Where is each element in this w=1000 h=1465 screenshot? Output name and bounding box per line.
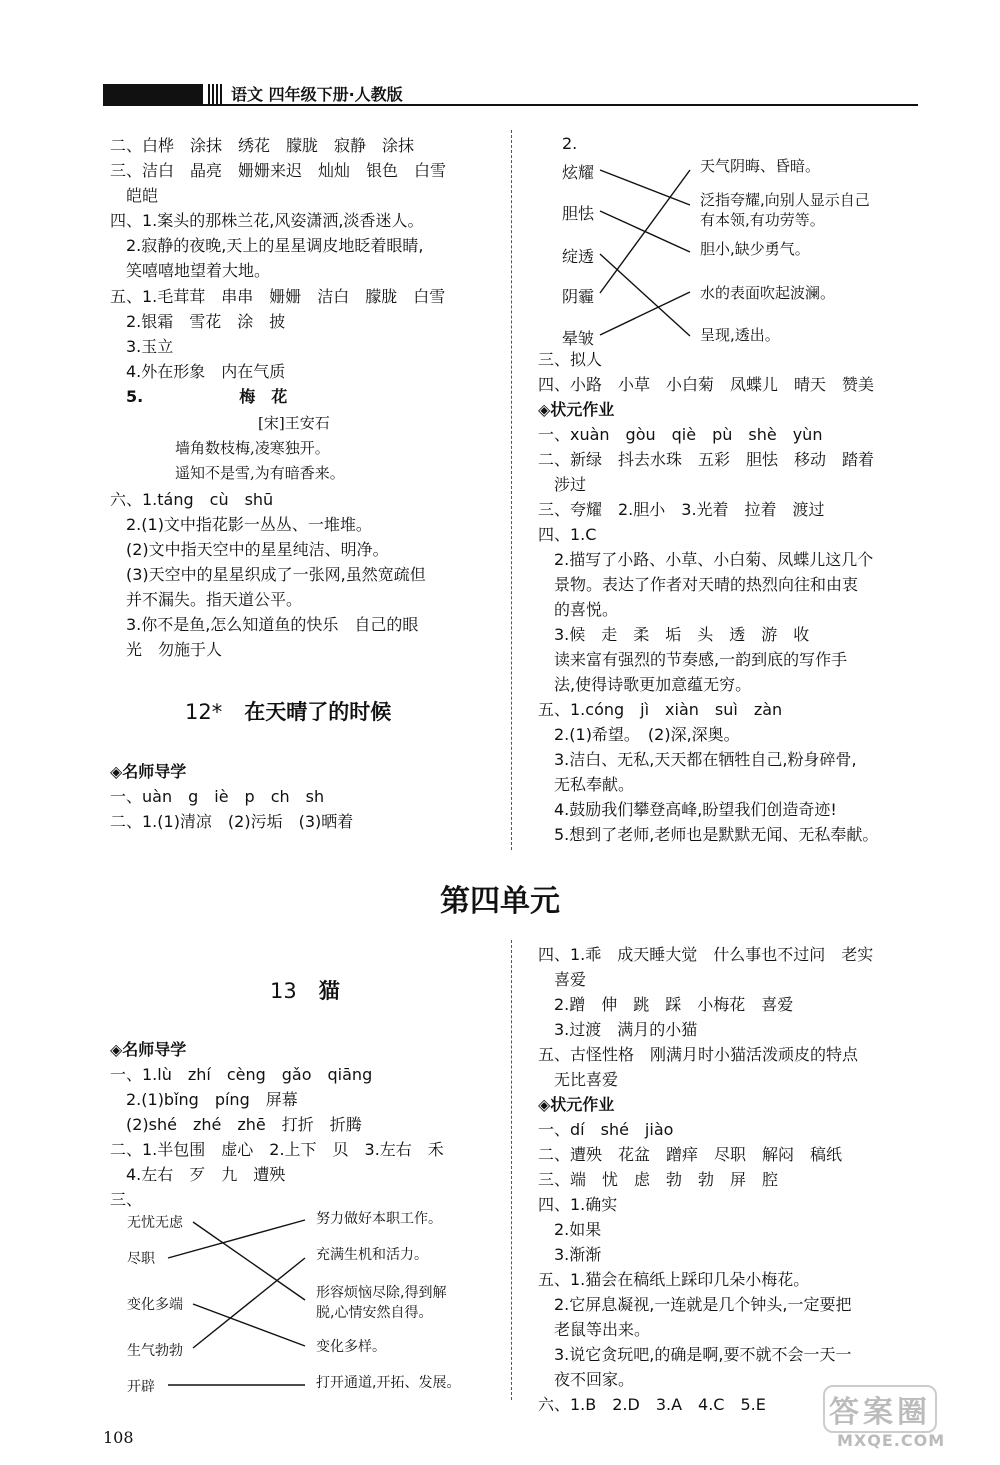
answer-line: 景物。表达了作者对天晴的热烈向往和由衷 (538, 575, 859, 594)
answer-line: 3.渐渐 (538, 1245, 602, 1264)
answer-line: 三、 (110, 1190, 143, 1209)
match-right-item: 形容烦恼尽除,得到解 (316, 1285, 447, 1301)
lesson-title: 猫 (318, 979, 340, 1003)
answer-line: 一、1.lù zhí cèng gǎo qiāng (110, 1065, 373, 1084)
answer-line: 三、拟人 (538, 350, 603, 369)
answer-line: 五、1.毛茸茸 串串 姗姗 洁白 朦胧 白雪 (110, 287, 446, 306)
answer-line: 六、1.B 2.D 3.A 4.C 5.E (538, 1395, 766, 1414)
match-right-item: 变化多样。 (316, 1339, 386, 1355)
match-line (193, 1304, 305, 1346)
answer-line: 3.过渡 满月的小猫 (538, 1020, 698, 1039)
match-left-item: 胆怯 (562, 204, 595, 223)
answer-line: (3)天空中的星星织成了一张网,虽然宽疏但 (110, 565, 426, 584)
match-line (600, 170, 690, 293)
match-left-item: 晕皱 (562, 329, 595, 348)
poem-author: [宋]王安石 (258, 414, 330, 432)
answer-line: 2.(1)bǐng píng 屏幕 (110, 1090, 298, 1109)
section-heading: ◈状元作业 (538, 400, 615, 419)
match-line (193, 1258, 305, 1348)
match-left-item: 变化多端 (127, 1297, 183, 1313)
answer-line: 4.鼓励我们攀登高峰,盼望我们创造奇迹! (538, 800, 837, 819)
watermark-logo (815, 1385, 985, 1455)
answer-line: 2.描写了小路、小草、小白菊、凤蝶儿这几个 (538, 550, 874, 569)
match-left-item: 炫耀 (562, 163, 595, 182)
answer-line: 四、小路 小草 小白菊 凤蝶儿 晴天 赞美 (538, 375, 875, 394)
answer-line: 法,使得诗歌更加意蕴无穷。 (538, 675, 752, 694)
lesson-number: 13 (270, 979, 297, 1003)
answer-line: 四、1.C (538, 525, 597, 544)
match-right-item: 水的表面吹起波澜。 (700, 284, 836, 302)
lesson-number: 12* (185, 700, 223, 724)
match-right-item: 打开通道,开拓、发展。 (316, 1375, 461, 1391)
answer-line: 三、夸耀 2.胆小 3.光着 拉着 渡过 (538, 500, 825, 519)
header-title: 语文 四年级下册·人教版 (231, 85, 403, 104)
match-left-item: 阴霾 (562, 287, 595, 306)
answer-line: 五、1.猫会在稿纸上踩印几朵小梅花。 (538, 1270, 810, 1289)
answer-line: 一、uàn g iè p ch sh (110, 787, 325, 806)
match-right-item: 胆小,缺少勇气。 (700, 240, 810, 258)
answer-line: 四、1.乖 成天睡大觉 什么事也不过问 老实 (538, 945, 874, 964)
answer-line: 2.它屏息凝视,一连就是几个钟头,一定要把 (538, 1295, 852, 1314)
answer-line: 5. 梅 花 (110, 387, 288, 406)
match-right-item: 充满生机和活力。 (316, 1247, 428, 1263)
answer-line: 三、端 忧 虑 勃 勃 屏 腔 (538, 1170, 779, 1189)
answer-line: 2.寂静的夜晚,天上的星星调皮地眨着眼睛, (110, 236, 424, 255)
answer-line: 五、1.cóng jì xiàn suì zàn (538, 700, 783, 719)
answer-line: 并不漏失。指天道公平。 (110, 590, 303, 609)
answer-line: 二、遭殃 花盆 蹭痒 尽职 解闷 稿纸 (538, 1145, 843, 1164)
answer-line: 3.你不是鱼,怎么知道鱼的快乐 自己的眼 (110, 615, 419, 634)
match-line (600, 292, 690, 335)
answer-line: 三、洁白 晶亮 姗姗来迟 灿灿 银色 白雪 (110, 161, 447, 180)
question-number: 2. (562, 134, 578, 153)
answer-line: 二、白桦 涂抹 绣花 朦胧 寂静 涂抹 (110, 136, 415, 155)
answer-line: 二、1.(1)清凉 (2)污垢 (3)晒着 (110, 812, 354, 831)
page-number: 108 (103, 1428, 134, 1447)
section-heading: ◈名师导学 (110, 1040, 187, 1059)
answer-line: 2.如果 (538, 1220, 602, 1239)
watermark-url: MXQE.COM (837, 1431, 946, 1450)
answer-line: 皑皑 (110, 186, 159, 205)
answer-line: 2.银霜 雪花 涂 披 (110, 312, 286, 331)
answer-line: (2)文中指天空中的星星纯洁、明净。 (110, 540, 389, 559)
match-right-item: 有本领,有功劳等。 (700, 211, 825, 229)
answer-line: 六、1.táng cù shū (110, 490, 274, 509)
answer-line: 五、古怪性格 刚满月时小猫活泼顽皮的特点 (538, 1045, 859, 1064)
poem-line: 遥知不是雪,为有暗香来。 (175, 464, 345, 482)
section-heading: ◈名师导学 (110, 762, 187, 781)
match-right-item: 脱,心情安然自得。 (316, 1305, 433, 1321)
watermark-seal: 答案圈 (823, 1385, 937, 1433)
answer-line: 2.(1)文中指花影一丛丛、一堆堆。 (110, 515, 372, 534)
match-right-item: 泛指夸耀,向别人显示自己 (700, 191, 870, 209)
answer-line: 2.蹭 伸 跳 踩 小梅花 喜爱 (538, 995, 794, 1014)
answer-line: 无比喜爱 (538, 1070, 619, 1089)
answer-line: 3.玉立 (110, 337, 174, 356)
answer-line: 笑嘻嘻地望着大地。 (110, 261, 271, 280)
match-right-item: 努力做好本职工作。 (316, 1211, 442, 1227)
unit-title: 第四单元 (440, 884, 560, 919)
section-heading: ◈状元作业 (538, 1095, 615, 1114)
match-right-item: 天气阴晦、昏暗。 (700, 157, 821, 175)
answer-line: 2.(1)希望。 (2)深,深奥。 (538, 725, 740, 744)
match-left-item: 尽职 (127, 1251, 155, 1267)
answer-line: 二、1.半包围 虚心 2.上下 贝 3.左右 禾 (110, 1140, 444, 1159)
answer-line: (2)shé zhé zhē 打折 折腾 (110, 1115, 362, 1134)
answer-line: 一、dí shé jiào (538, 1120, 674, 1139)
answer-line: 喜爱 (538, 970, 587, 989)
match-line (193, 1222, 305, 1300)
answer-line: 二、新绿 抖去水珠 五彩 胆怯 移动 踏着 (538, 450, 875, 469)
answer-line: 无私奉献。 (538, 775, 635, 794)
answer-line: 四、1.案头的那株兰花,风姿潇洒,淡香迷人。 (110, 211, 424, 230)
match-left-item: 开辟 (127, 1379, 155, 1395)
answer-line: 四、1.确实 (538, 1195, 618, 1214)
lesson-title: 在天晴了的时候 (244, 700, 392, 724)
match-left-item: 绽透 (562, 247, 595, 266)
match-right-item: 呈现,透出。 (700, 326, 780, 344)
answer-line: 涉过 (538, 475, 587, 494)
poem-line: 墙角数枝梅,凌寒独开。 (175, 439, 330, 457)
answer-line: 5.想到了老师,老师也是默默无闻、无私奉献。 (538, 825, 879, 844)
answer-line: 4.左右 歹 九 遭殃 (110, 1165, 286, 1184)
answer-line: 一、xuàn gòu qiè pù shè yùn (538, 425, 823, 444)
answer-line: 的喜悦。 (538, 600, 619, 619)
answer-line: 3.洁白、无私,天天都在牺牲自己,粉身碎骨, (538, 750, 857, 769)
answer-line: 老鼠等出来。 (538, 1320, 651, 1339)
match-line (600, 254, 690, 336)
answer-line: 3.说它贪玩吧,的确是啊,要不就不会一天一 (538, 1345, 852, 1364)
answer-line: 4.外在形象 内在气质 (110, 362, 286, 381)
answer-line: 夜不回家。 (538, 1370, 635, 1389)
match-left-item: 无忧无虑 (127, 1215, 183, 1231)
answer-line: 光 勿施于人 (110, 640, 223, 659)
answer-line: 3.候 走 柔 垢 头 透 游 收 (538, 625, 810, 644)
match-left-item: 生气勃勃 (127, 1343, 183, 1359)
answer-line: 读来富有强烈的节奏感,一韵到底的写作手 (538, 650, 848, 669)
